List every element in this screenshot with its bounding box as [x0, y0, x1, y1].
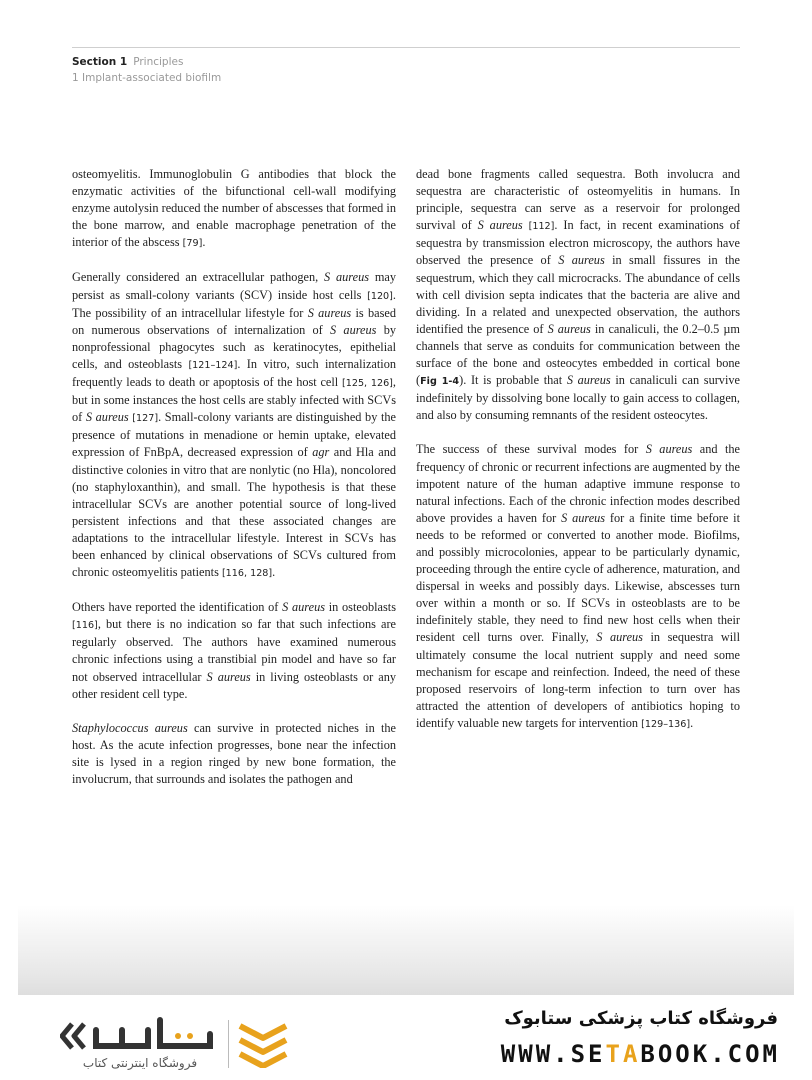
paragraph: [72, 599, 396, 703]
species-name: S aureus: [307, 305, 352, 320]
species-name: S aureus: [547, 321, 591, 336]
left-column: [72, 166, 396, 788]
url-accent: TA: [605, 1040, 641, 1068]
species-name: S aureus: [558, 253, 605, 268]
logo-divider: [228, 1020, 229, 1068]
citation: [121–124]: [188, 359, 238, 371]
species-name: S aureus: [645, 442, 693, 457]
text: and Hla and distinctive colonies in vitro that are nonlytic (no Hla), noncolored (no staphyloxanthin), and small. The hypothesis is that these intracellular SCVs are another potential source of long-lived persistent infections and that these associated changes are adaptations to the intracellular lifestyle. Interest in SCVs has been enhanced by clinical observations of SCVs cultured from chronic osteomyelitis patients: [72, 445, 396, 580]
species-name: S aureus: [566, 373, 611, 388]
paragraph: Generally considered an extracellular pathogen, S aureus may persist as small-colony variants (SCV) inside host cells [120]. The possibility of an intracellular lifestyle for S aureus is based on numerous observations of internalization of S aureus by nonprofessional phagocytes such as keratinocytes, epithelial cells, and osteoblasts [121–124]. In vitro, such internalization frequently leads to death or apoptosis of the host cell [125, 126], but in some instances the host cells are stably infected with SCVs of S aureus [127]. Small-colony variants are distinguished by the presence of mutations in menadione or hemin uptake, elevated expression of FnBpA, decreased expression of agr and Hla and distinctive colonies in vitro that are nonlytic (no Hla), noncolored (no staphyloxanthin), and small. The hypothesis is that these intracellular SCVs are another potential source of long-lived persistent infections and that these associated changes are adaptations to the intracellular lifestyle. Interest in SCVs has been enhanced by clinical observations of SCVs cultured from chronic osteomyelitis patients [116, 128].: [72, 270, 397, 580]
text: . In vitro, such internalization frequently leads to death or apoptosis of the host cell: [72, 356, 396, 390]
text: in canaliculi can survive indefinitely by dissolving bone locally to gain access to collagen, and also by consuming remnants of the resident osteocytes.: [416, 373, 740, 423]
species-name: S aureus: [561, 510, 606, 525]
species-name: S aureus: [477, 218, 523, 233]
text: osteomyelitis. Immunoglobulin G antibodies that block the enzymatic activities of the bifunctional cell-wall modifying enzyme autolysin reduced the number of abscesses that formed in the bone marrow, and enable macrophage penetration of the interior of the abscess: [72, 167, 396, 250]
text: and the frequency of chronic or recurrent infections are augmented by the impotent nature of the human adaptive immune response to natural infections. Each of the chronic infection modes described above provides a haven for: [416, 442, 740, 525]
text: in canaliculi, the 0.2–0.5 µm channels that serve as conduits for communication between the surface of the bone and osteocytes embedded in cortical bone (: [416, 321, 741, 388]
species-name: S aureus: [282, 600, 326, 615]
url-part: WWW.SE: [500, 1040, 606, 1068]
footer-shadow: [18, 905, 794, 995]
text: in small fissures in the sequestrum, which they call microcracks. The abundance of cells with cell division septa indicates that the bacteria are alive and dividing. In a related and unexpected observation, the authors identified the presence of: [416, 253, 740, 336]
text: ). It is probable that: [459, 373, 567, 388]
citation: [116]: [72, 620, 98, 632]
logo-subtitle: فروشگاه اینترنتی کتاب: [82, 1056, 198, 1070]
text: , but in some instances the host cells are stably infected with SCVs of: [72, 375, 396, 425]
citation: [120]: [367, 290, 393, 302]
text: , but there is no indication so far that such infections are regularly observed. The authors have examined numerous chronic infections using a transtibial pin model and have so far not observed intracellular: [72, 617, 396, 684]
text: The success of these survival modes for: [416, 442, 646, 457]
store-name: فروشگاه کتاب پزشکی ستابوک: [504, 1008, 778, 1029]
chevron-logo-icon: [236, 1018, 290, 1068]
paragraph: The success of these survival modes for S aureus and the frequency of chronic or recurrent infections are augmented by the impotent nature of the human adaptive immune response to natural infections. Each of the chronic infection modes described above provides a haven for S aureus for a finite time before it needs to be reformed or converted to another mode. Biofilms, and possibly microcolonies, appear to be particularly dynamic, proceeding through the entire cycle of adherence, maturation, and dispersal in weeks and possibly days. Likewise, abscesses turn over within a month or so. If SCVs in osteoblasts are to be indefinitely stable, they need to find new host cells when their resident cell turns over. Finally, S aureus in sequestra will ultimately consume the local nutrient supply and need some mechanism for escape and reinfection. Indeed, the need of these proposed reservoirs of long-term infection to turn over has attracted the attention of developers of antibiotics hoping to identify valuable new targets for intervention [129–136].: [416, 442, 740, 730]
citation: [79]: [182, 238, 203, 250]
species-name: S aureus: [206, 669, 251, 684]
paragraph: [72, 720, 396, 788]
text: in sequestra will ultimately consume the local nutrient supply and need some mechanism for escape and reinfection. Indeed, the need of these proposed reservoirs of long-term infection to turn over has attracted the attention of developers of antibiotics hoping to identify valuable new targets for intervention: [416, 630, 740, 730]
species-name: S aureus: [330, 322, 377, 337]
running-head: [72, 54, 221, 86]
text: in osteoblasts: [325, 600, 396, 615]
text: may persist as small-colony variants (SCV) inside host cells: [72, 270, 397, 302]
setabook-logo-icon: [60, 1016, 220, 1056]
text: . The possibility of an intracellular lifestyle for: [72, 287, 396, 320]
right-column: [416, 166, 740, 750]
paragraph: [416, 166, 740, 424]
text: Generally considered an extracellular pathogen,: [72, 270, 325, 285]
section-label: Section 1: [72, 56, 128, 68]
text: is based on numerous observations of internalization of: [72, 305, 396, 337]
species-name: Staphylococcus aureus: [72, 720, 188, 735]
species-name: S aureus: [85, 410, 129, 425]
header-rule: [72, 47, 740, 48]
text: by nonprofessional phagocytes such as keratinocytes, epithelial cells, and osteoblasts: [72, 322, 397, 371]
citation: [129–136]: [641, 718, 691, 730]
text: . In fact, in recent examinations of sequestra by transmission electron microscopy, the authors have observed the presence of: [416, 218, 740, 268]
citation: [125, 126]: [342, 378, 393, 390]
figure-reference[interactable]: Fig 1-4: [420, 376, 460, 388]
species-name: S aureus: [324, 270, 370, 285]
text: dead bone fragments called sequestra. Both involucra and sequestra are characteristic of osteomyelitis in humans. In principle, sequestra can serve as a reservoir for prolonged survival of: [416, 167, 740, 233]
species-name: S aureus: [596, 630, 643, 645]
text: . Small-colony variants are distinguished by the presence of mutations in menadione or hemin uptake, elevated expression of FnBpA, decreased expression of: [72, 410, 396, 460]
citation: [112]: [528, 221, 555, 233]
text: Others have reported the identification of: [72, 600, 283, 615]
text: for a finite time before it needs to be reformed or converted to another mode. Biofilms, and possibly microcolonies, appear to be particularly dynamic, proceeding through the entire cycle of adherence, maturation, and dispersal in weeks and possibly days. Likewise, abscesses turn over within a month or so. If SCVs in osteoblasts are to be indefinitely stable, they need to find new host cells when their resident cell turns over. Finally,: [416, 510, 740, 645]
citation: [127]: [132, 413, 159, 425]
text: in living osteoblasts or any other resident cell type.: [72, 669, 396, 701]
paragraph: osteomyelitis. Immunoglobulin G antibodies that block the enzymatic activities of the bifunctional cell-wall modifying enzyme autolysin reduced the number of abscesses that formed in the bone marrow, and enable macrophage penetration of the interior of the abscess [79].: [72, 167, 396, 250]
chapter-line: 1 Implant-associated biofilm: [72, 72, 222, 84]
url-part: BOOK.COM: [640, 1040, 780, 1068]
gene-name: agr: [312, 445, 330, 460]
citation: [116, 128]: [221, 568, 273, 580]
store-url[interactable]: [418, 1040, 780, 1068]
section-title: Principles: [133, 56, 184, 68]
text: can survive in protected niches in the host. As the acute infection progresses, bone near the infection site is lysed in a region ringed by new bone formation, the involucrum, that surrounds and isolates the pathogen and: [72, 720, 396, 786]
